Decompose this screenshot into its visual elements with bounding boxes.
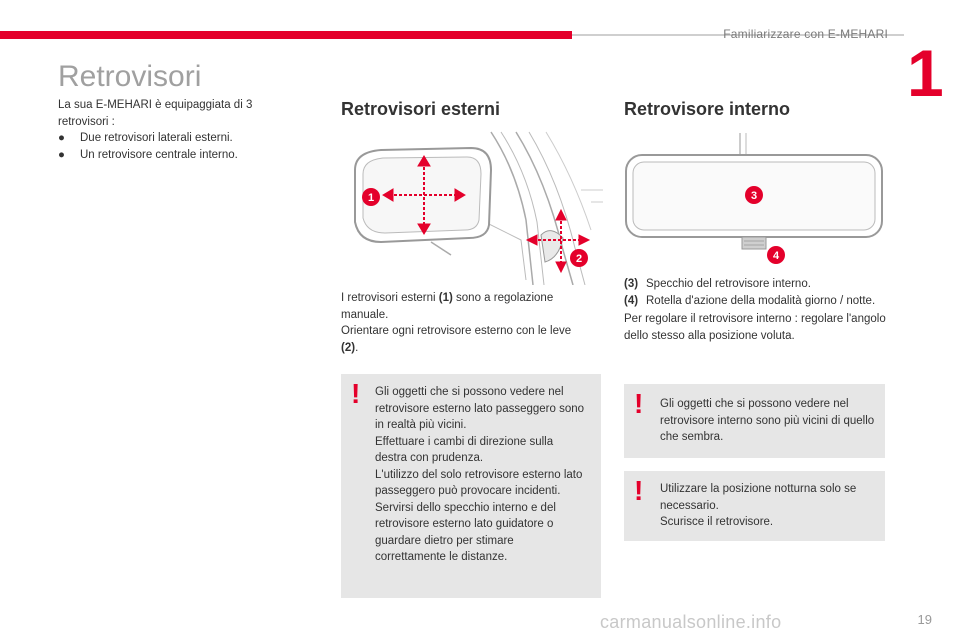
text-span: . bbox=[355, 341, 359, 354]
header-red-bar bbox=[0, 31, 572, 39]
chapter-number: 1 bbox=[907, 36, 944, 110]
callout-3: 3 bbox=[750, 190, 758, 202]
callout-2: 2 bbox=[575, 253, 583, 265]
page-title: Retrovisori bbox=[58, 60, 202, 93]
warning-icon: ! bbox=[634, 388, 644, 419]
intro-section bbox=[58, 97, 278, 163]
warning-text bbox=[375, 384, 585, 566]
intro-text: La sua E-MEHARI è equipaggiata di 3 retrovisori : bbox=[58, 99, 253, 128]
page-number: 19 bbox=[917, 612, 932, 627]
intro-bullet bbox=[58, 147, 278, 164]
internal-instructions bbox=[624, 276, 886, 344]
external-instructions bbox=[341, 290, 591, 356]
callout-1: 1 bbox=[367, 192, 375, 204]
bullet-icon: ● bbox=[58, 132, 65, 144]
warning-line: Utilizzare la posizione notturna solo se necessario. bbox=[660, 483, 857, 512]
warning-text bbox=[660, 481, 875, 531]
external-line-2 bbox=[341, 323, 591, 356]
warning-line: Effettuare i cambi di direzione sulla destra con prudenza. bbox=[375, 435, 554, 464]
warning-line: Scurisce il retrovisore. bbox=[660, 516, 774, 528]
warning-text: Gli oggetti che si possono vedere nel retrovisore interno sono più vicini di quello che sembra. bbox=[660, 398, 875, 443]
internal-mirror-heading: Retrovisore interno bbox=[624, 99, 791, 119]
warning-icon: ! bbox=[634, 475, 644, 506]
external-mirror-illustration bbox=[341, 130, 603, 285]
warning-icon: ! bbox=[351, 378, 361, 409]
bullet-icon: ● bbox=[58, 148, 65, 161]
legend-item bbox=[624, 276, 886, 293]
internal-warning-note bbox=[624, 384, 885, 458]
external-mirrors-heading: Retrovisori esterni bbox=[341, 99, 501, 119]
external-warning-note bbox=[341, 374, 601, 598]
legend-number: (3) bbox=[624, 278, 639, 290]
legend-text: Rotella d'azione della modalità giorno / notte. bbox=[646, 294, 876, 307]
warning-line: L'utilizzo del solo retrovisore esterno lato passeggero può provocare incidenti. bbox=[375, 468, 583, 497]
bullet-text: Due retrovisori laterali esterni. bbox=[80, 132, 233, 144]
section-title: Familiarizzare con E-MEHARI bbox=[723, 27, 888, 41]
warning-line: Gli oggetti che si possono vedere nel retrovisore esterno lato passeggero sono in realtà più vicini. bbox=[375, 386, 585, 431]
text-span: I retrovisori esterni bbox=[341, 292, 439, 304]
legend-item bbox=[624, 293, 886, 310]
ref-1: (1) bbox=[438, 292, 453, 304]
ref-2: (2) bbox=[341, 341, 356, 354]
bullet-text: Un retrovisore centrale interno. bbox=[80, 148, 238, 161]
legend-text: Specchio del retrovisore interno. bbox=[646, 278, 811, 290]
watermark: carmanualsonline.info bbox=[600, 612, 782, 632]
warning-line: Servirsi dello specchio interno e del retrovisore esterno lato guidatore o guardare dietro per stimare correttamente le distanze. bbox=[375, 501, 556, 563]
external-line-1 bbox=[341, 290, 591, 323]
night-mode-note bbox=[624, 471, 885, 541]
internal-instruction-text: Per regolare il retrovisore interno : regolare l'angolo dello stesso alla posizione voluta. bbox=[624, 313, 886, 342]
intro-bullet bbox=[58, 130, 278, 147]
internal-mirror-illustration bbox=[624, 133, 886, 273]
text-span: Orientare ogni retrovisore esterno con le leve bbox=[341, 325, 572, 337]
legend-number: (4) bbox=[624, 294, 639, 307]
text-span: sono a regolazione manuale. bbox=[341, 292, 554, 321]
callout-4: 4 bbox=[772, 250, 780, 262]
